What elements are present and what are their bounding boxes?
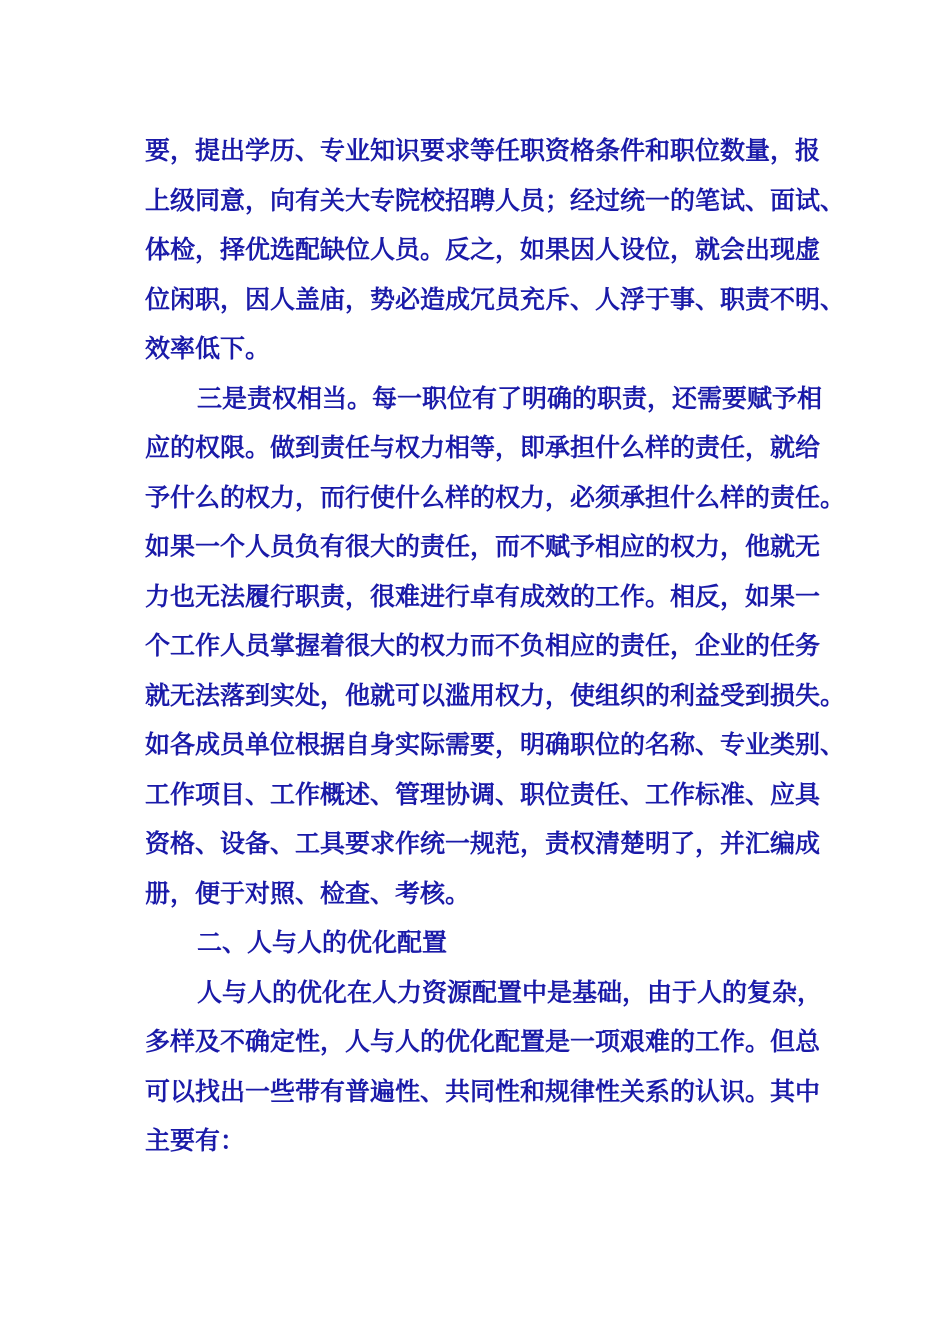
text-line: 资格、设备、工具要求作统一规范，责权清楚明了，并汇编成 — [145, 829, 821, 858]
text-line: 多样及不确定性，人与人的优化配置是一项艰难的工作。但总 — [145, 1027, 821, 1056]
text-line: 力也无法履行职责，很难进行卓有成效的工作。相反，如果一 — [145, 581, 821, 611]
text-line: 应的权限。做到责任与权力相等，即承担什么样的责任，就给 — [145, 433, 821, 462]
text-line: 工作项目、工作概述、管理协调、职位责任、工作标准、应具 — [145, 779, 821, 809]
text-line: 位闲职，因人盖庙，势必造成冗员充斥、人浮于事、职责不明、 — [145, 284, 846, 314]
text-line: 主要有： — [145, 1126, 246, 1155]
document-body — [145, 126, 865, 1166]
text-line: 要，提出学历、专业知识要求等任职资格条件和职位数量，报 — [145, 136, 821, 165]
text-line: 册，便于对照、检查、考核。 — [145, 878, 471, 908]
text-line: 体检，择优选配缺位人员。反之，如果因人设位，就会出现虚 — [145, 235, 821, 264]
text-line: 就无法落到实处，他就可以滥用权力，使组织的利益受到损失。 — [145, 680, 846, 710]
paragraph-start-line: 人与人的优化在人力资源配置中是基础，由于人的复杂， — [197, 977, 823, 1007]
text-line: 予什么的权力，而行使什么样的权力，必须承担什么样的责任。 — [145, 482, 846, 512]
text-line: 个工作人员掌握着很大的权力而不负相应的责任，企业的任务 — [145, 631, 821, 660]
text-line: 效率低下。 — [145, 334, 271, 363]
text-line: 如各成员单位根据自身实际需要，明确职位的名称、专业类别、 — [145, 730, 846, 759]
paragraph-start-line: 三是责权相当。每一职位有了明确的职责，还需要赋予相 — [197, 383, 823, 413]
text-line: 可以找出一些带有普遍性、共同性和规律性关系的认识。其中 — [145, 1076, 821, 1106]
text-line: 如果一个人员负有很大的责任，而不赋予相应的权力，他就无 — [145, 532, 821, 561]
section-heading: 二、人与人的优化配置 — [197, 928, 448, 957]
text-line: 上级同意，向有关大专院校招聘人员；经过统一的笔试、面试、 — [145, 185, 846, 215]
